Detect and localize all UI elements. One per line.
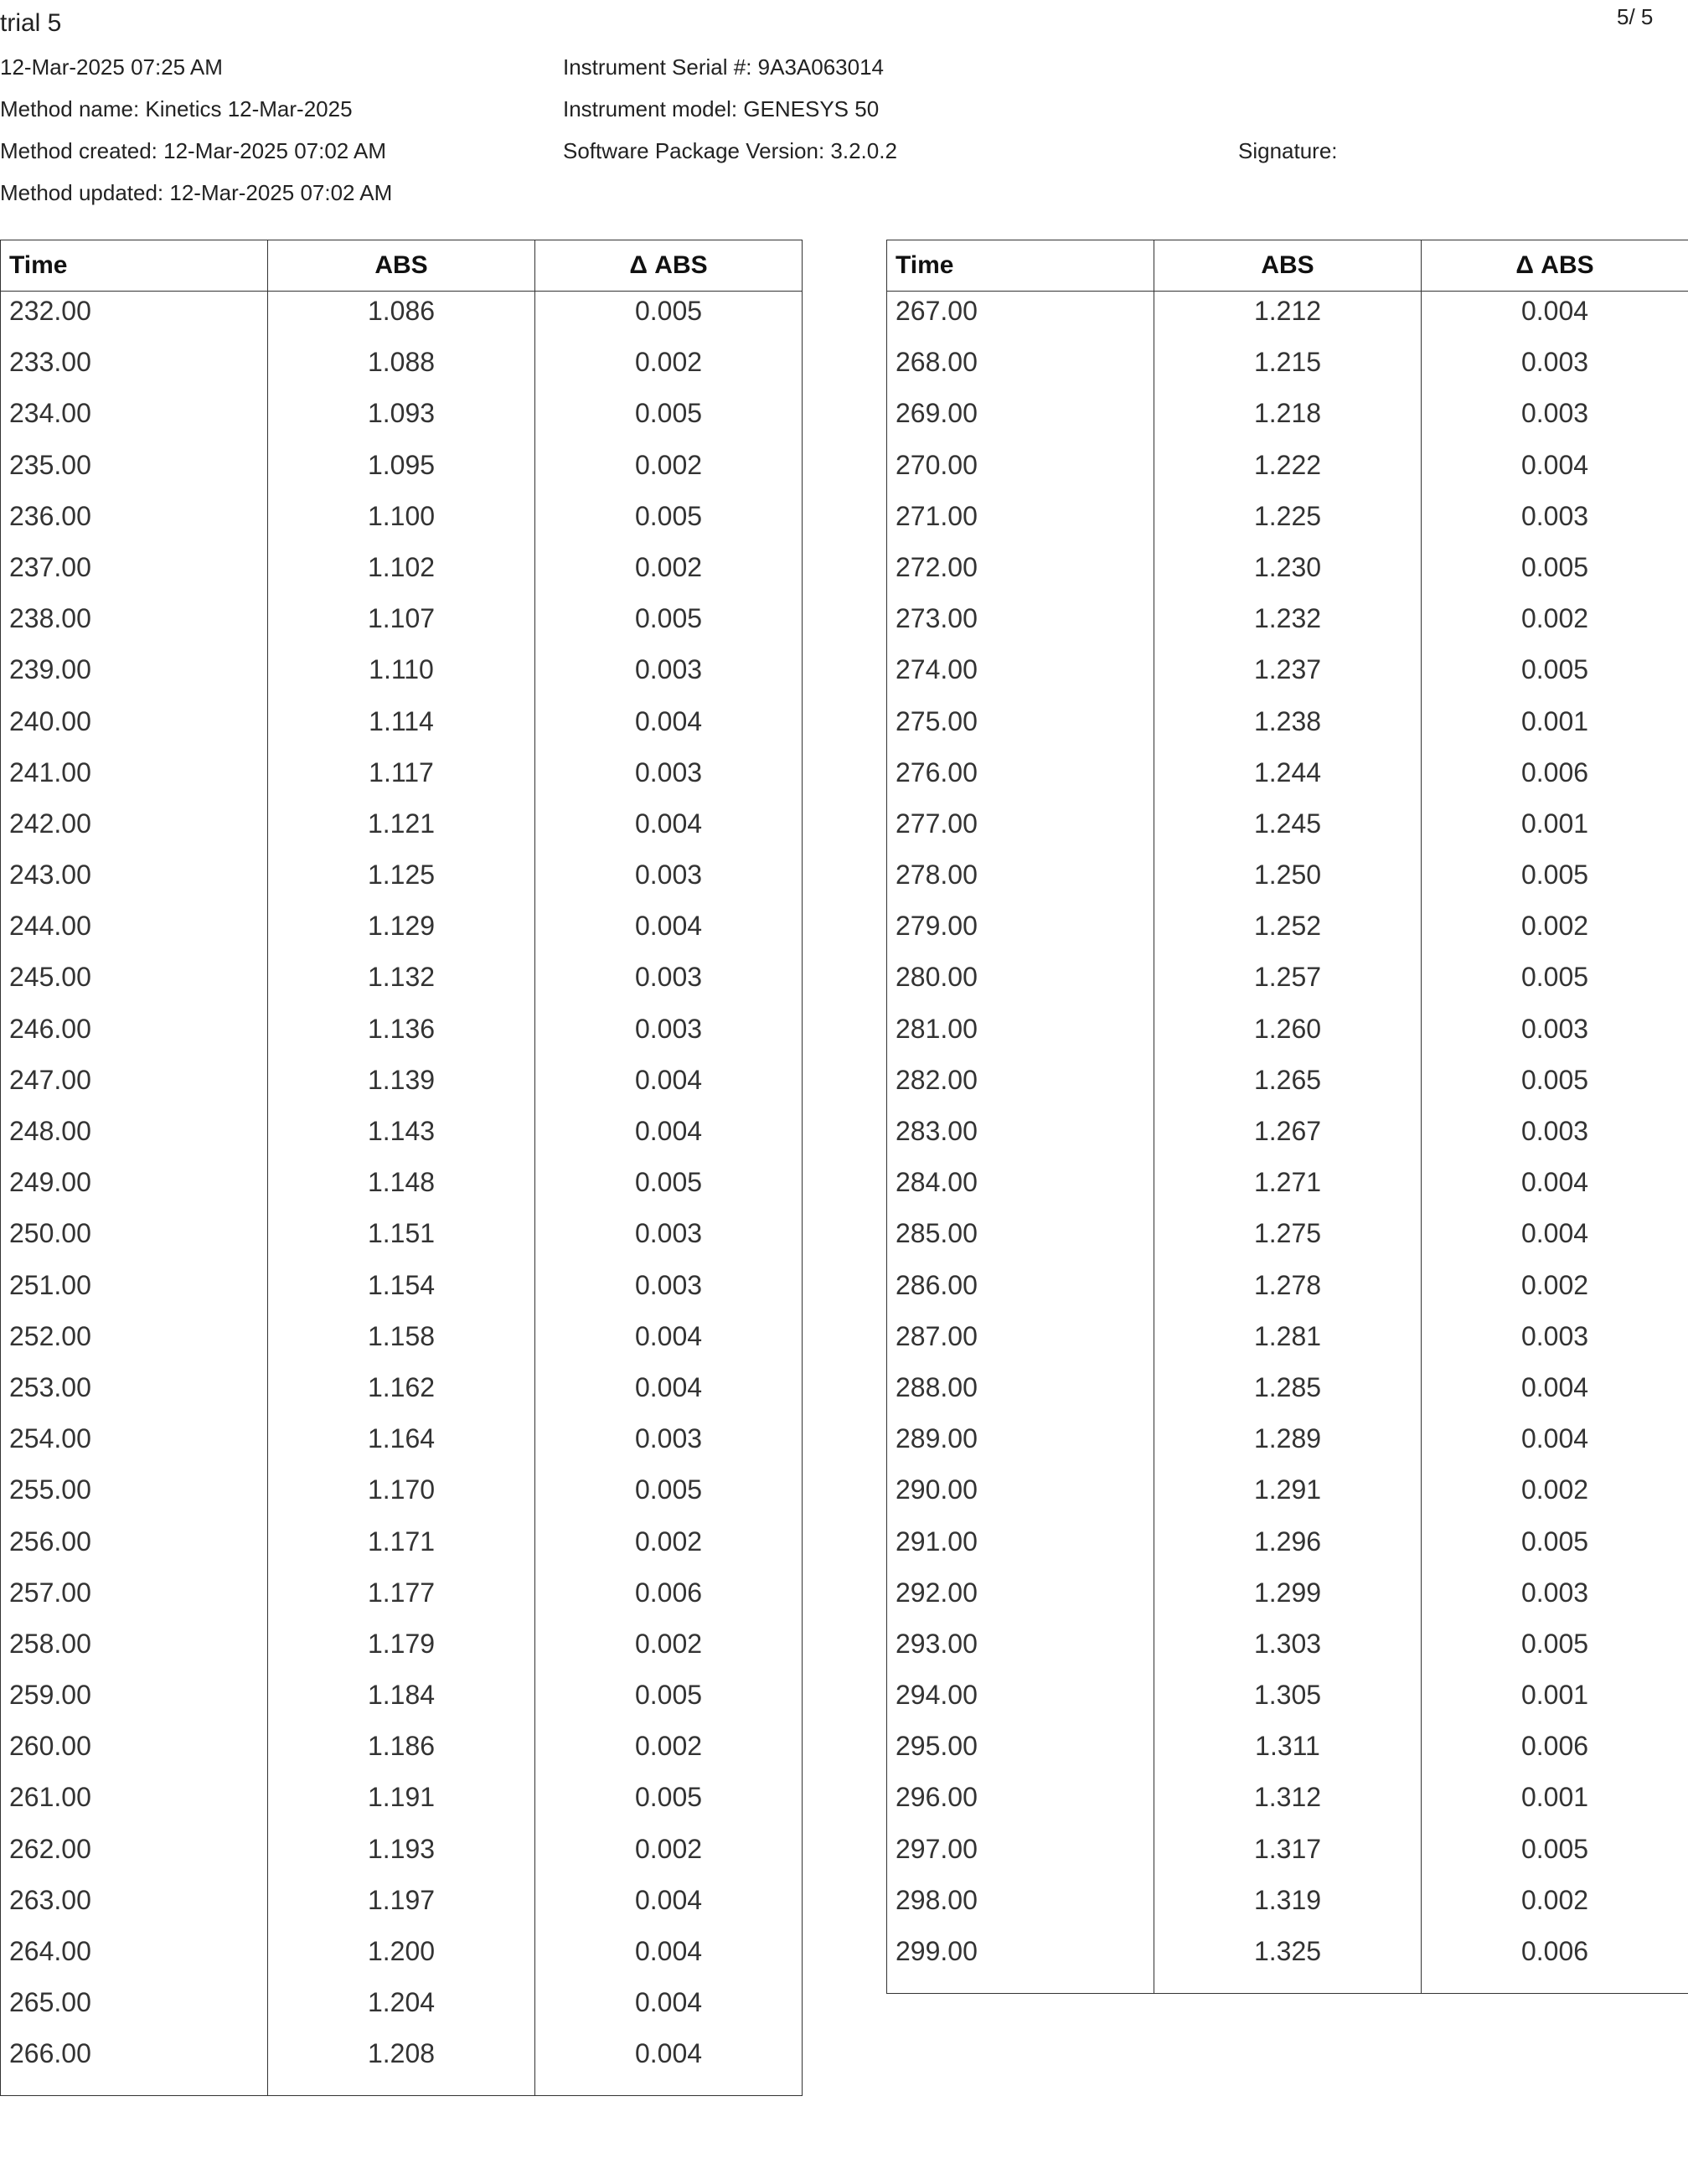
cell-delta-abs: 0.003 bbox=[1422, 1573, 1688, 1624]
method-created: Method created: 12-Mar-2025 07:02 AM bbox=[0, 138, 387, 163]
table-row bbox=[1, 1881, 803, 1932]
table-row bbox=[1, 1932, 803, 1983]
cell-delta-abs: 0.006 bbox=[1422, 753, 1688, 804]
cell-abs: 1.121 bbox=[268, 804, 535, 855]
table-row bbox=[1, 906, 803, 958]
cell-abs: 1.232 bbox=[1154, 599, 1422, 650]
cell-delta-abs: 0.004 bbox=[1422, 446, 1688, 497]
table-row bbox=[887, 599, 1688, 650]
cell-delta-abs: 0.003 bbox=[1422, 1009, 1688, 1061]
cell-time: 261.00 bbox=[1, 1778, 268, 1829]
cell-abs: 1.139 bbox=[268, 1061, 535, 1112]
cell-time: 242.00 bbox=[1, 804, 268, 855]
table-row bbox=[887, 1727, 1688, 1778]
cell-delta-abs: 0.003 bbox=[535, 753, 803, 804]
table-row bbox=[1, 343, 803, 394]
cell-delta-abs: 0.004 bbox=[1422, 1368, 1688, 1419]
cell-abs: 1.312 bbox=[1154, 1778, 1422, 1829]
cell-delta-abs: 0.005 bbox=[535, 599, 803, 650]
cell-time: 268.00 bbox=[887, 343, 1154, 394]
cell-time: 236.00 bbox=[1, 497, 268, 548]
table-row bbox=[887, 1214, 1688, 1265]
cell-delta-abs: 0.004 bbox=[1422, 1214, 1688, 1265]
cell-abs: 1.230 bbox=[1154, 548, 1422, 599]
cell-delta-abs: 0.002 bbox=[1422, 1470, 1688, 1521]
table-row bbox=[1, 1727, 803, 1778]
cell-delta-abs: 0.005 bbox=[1422, 855, 1688, 906]
cell-delta-abs: 0.004 bbox=[535, 1368, 803, 1419]
table-row bbox=[887, 906, 1688, 958]
cell-delta-abs: 0.006 bbox=[1422, 1932, 1688, 1994]
cell-time: 234.00 bbox=[1, 394, 268, 445]
table-row bbox=[1, 1675, 803, 1727]
cell-delta-abs: 0.005 bbox=[1422, 1522, 1688, 1573]
cell-time: 279.00 bbox=[887, 906, 1154, 958]
page-number: 5/ 5 bbox=[1617, 4, 1654, 29]
cell-delta-abs: 0.004 bbox=[535, 2034, 803, 2096]
cell-abs: 1.285 bbox=[1154, 1368, 1422, 1419]
cell-time: 281.00 bbox=[887, 1009, 1154, 1061]
cell-time: 232.00 bbox=[1, 292, 268, 343]
cell-delta-abs: 0.001 bbox=[1422, 1778, 1688, 1829]
table-row bbox=[887, 1112, 1688, 1163]
cell-delta-abs: 0.003 bbox=[535, 958, 803, 1009]
cell-abs: 1.184 bbox=[268, 1675, 535, 1727]
cell-abs: 1.265 bbox=[1154, 1061, 1422, 1112]
cell-delta-abs: 0.004 bbox=[535, 1881, 803, 1932]
table-row bbox=[887, 1830, 1688, 1881]
cell-abs: 1.204 bbox=[268, 1983, 535, 2034]
cell-time: 273.00 bbox=[887, 599, 1154, 650]
cell-abs: 1.250 bbox=[1154, 855, 1422, 906]
cell-time: 235.00 bbox=[1, 446, 268, 497]
cell-time: 283.00 bbox=[887, 1112, 1154, 1163]
table-row bbox=[1, 855, 803, 906]
cell-time: 249.00 bbox=[1, 1163, 268, 1214]
cell-delta-abs: 0.003 bbox=[535, 855, 803, 906]
cell-abs: 1.129 bbox=[268, 906, 535, 958]
cell-time: 251.00 bbox=[1, 1266, 268, 1317]
cell-abs: 1.267 bbox=[1154, 1112, 1422, 1163]
cell-time: 292.00 bbox=[887, 1573, 1154, 1624]
method-updated: Method updated: 12-Mar-2025 07:02 AM bbox=[0, 180, 393, 205]
table-row bbox=[887, 1778, 1688, 1829]
cell-delta-abs: 0.002 bbox=[1422, 1266, 1688, 1317]
cell-delta-abs: 0.004 bbox=[535, 1932, 803, 1983]
cell-time: 253.00 bbox=[1, 1368, 268, 1419]
cell-delta-abs: 0.002 bbox=[535, 1830, 803, 1881]
cell-delta-abs: 0.002 bbox=[1422, 1881, 1688, 1932]
cell-abs: 1.125 bbox=[268, 855, 535, 906]
cell-abs: 1.186 bbox=[268, 1727, 535, 1778]
cell-delta-abs: 0.005 bbox=[1422, 1061, 1688, 1112]
cell-abs: 1.281 bbox=[1154, 1317, 1422, 1368]
cell-abs: 1.237 bbox=[1154, 650, 1422, 701]
table-row bbox=[1, 1419, 803, 1470]
cell-delta-abs: 0.002 bbox=[535, 1522, 803, 1573]
table-row bbox=[887, 855, 1688, 906]
cell-delta-abs: 0.004 bbox=[1422, 1163, 1688, 1214]
cell-delta-abs: 0.003 bbox=[535, 1214, 803, 1265]
report-title: trial 5 bbox=[0, 9, 62, 37]
table-row bbox=[887, 1317, 1688, 1368]
cell-time: 237.00 bbox=[1, 548, 268, 599]
table-row bbox=[1, 1317, 803, 1368]
cell-abs: 1.200 bbox=[268, 1932, 535, 1983]
table-row bbox=[1, 1522, 803, 1573]
cell-delta-abs: 0.002 bbox=[535, 1727, 803, 1778]
cell-abs: 1.245 bbox=[1154, 804, 1422, 855]
table-row bbox=[1, 958, 803, 1009]
cell-abs: 1.215 bbox=[1154, 343, 1422, 394]
cell-time: 250.00 bbox=[1, 1214, 268, 1265]
table-row bbox=[887, 343, 1688, 394]
cell-time: 255.00 bbox=[1, 1470, 268, 1521]
cell-time: 274.00 bbox=[887, 650, 1154, 701]
cell-time: 288.00 bbox=[887, 1368, 1154, 1419]
cell-time: 244.00 bbox=[1, 906, 268, 958]
cell-abs: 1.193 bbox=[268, 1830, 535, 1881]
cell-abs: 1.311 bbox=[1154, 1727, 1422, 1778]
column-header-abs: ABS bbox=[268, 240, 535, 292]
cell-delta-abs: 0.005 bbox=[535, 1470, 803, 1521]
table-row bbox=[887, 1624, 1688, 1675]
cell-delta-abs: 0.003 bbox=[535, 1266, 803, 1317]
table-row bbox=[1, 446, 803, 497]
cell-time: 277.00 bbox=[887, 804, 1154, 855]
cell-delta-abs: 0.002 bbox=[535, 1624, 803, 1675]
cell-abs: 1.154 bbox=[268, 1266, 535, 1317]
left-data-table bbox=[0, 240, 803, 2096]
cell-delta-abs: 0.004 bbox=[535, 1112, 803, 1163]
table-row bbox=[887, 1419, 1688, 1470]
column-header-delta-abs: Δ ABS bbox=[1422, 240, 1688, 292]
cell-time: 264.00 bbox=[1, 1932, 268, 1983]
cell-delta-abs: 0.005 bbox=[535, 1163, 803, 1214]
cell-abs: 1.148 bbox=[268, 1163, 535, 1214]
table-row bbox=[1, 753, 803, 804]
cell-time: 298.00 bbox=[887, 1881, 1154, 1932]
table-row bbox=[1, 1163, 803, 1214]
table-row bbox=[1, 1983, 803, 2034]
cell-delta-abs: 0.004 bbox=[535, 1983, 803, 2034]
cell-abs: 1.197 bbox=[268, 1881, 535, 1932]
cell-delta-abs: 0.004 bbox=[535, 702, 803, 753]
right-data-table bbox=[886, 240, 1688, 1994]
cell-abs: 1.317 bbox=[1154, 1830, 1422, 1881]
cell-delta-abs: 0.004 bbox=[535, 906, 803, 958]
cell-abs: 1.107 bbox=[268, 599, 535, 650]
report-datetime: 12-Mar-2025 07:25 AM bbox=[0, 54, 223, 80]
cell-delta-abs: 0.003 bbox=[535, 650, 803, 701]
cell-abs: 1.110 bbox=[268, 650, 535, 701]
cell-time: 291.00 bbox=[887, 1522, 1154, 1573]
table-row bbox=[887, 650, 1688, 701]
table-row bbox=[887, 1163, 1688, 1214]
cell-abs: 1.117 bbox=[268, 753, 535, 804]
cell-delta-abs: 0.006 bbox=[535, 1573, 803, 1624]
cell-delta-abs: 0.004 bbox=[1422, 292, 1688, 343]
cell-time: 293.00 bbox=[887, 1624, 1154, 1675]
cell-abs: 1.257 bbox=[1154, 958, 1422, 1009]
table-row bbox=[887, 804, 1688, 855]
table-row bbox=[1, 2034, 803, 2096]
method-name: Method name: Kinetics 12-Mar-2025 bbox=[0, 96, 353, 121]
cell-abs: 1.212 bbox=[1154, 292, 1422, 343]
cell-abs: 1.319 bbox=[1154, 1881, 1422, 1932]
cell-delta-abs: 0.005 bbox=[1422, 1624, 1688, 1675]
table-row bbox=[887, 394, 1688, 445]
cell-abs: 1.136 bbox=[268, 1009, 535, 1061]
cell-time: 271.00 bbox=[887, 497, 1154, 548]
table-row bbox=[887, 958, 1688, 1009]
cell-delta-abs: 0.001 bbox=[1422, 1675, 1688, 1727]
cell-abs: 1.289 bbox=[1154, 1419, 1422, 1470]
table-row bbox=[1, 1214, 803, 1265]
cell-abs: 1.296 bbox=[1154, 1522, 1422, 1573]
table-row bbox=[887, 1675, 1688, 1727]
table-row bbox=[887, 292, 1688, 343]
cell-time: 296.00 bbox=[887, 1778, 1154, 1829]
cell-abs: 1.102 bbox=[268, 548, 535, 599]
cell-delta-abs: 0.001 bbox=[1422, 804, 1688, 855]
cell-time: 245.00 bbox=[1, 958, 268, 1009]
cell-time: 284.00 bbox=[887, 1163, 1154, 1214]
cell-delta-abs: 0.005 bbox=[535, 394, 803, 445]
cell-abs: 1.222 bbox=[1154, 446, 1422, 497]
table-row bbox=[1, 599, 803, 650]
cell-time: 238.00 bbox=[1, 599, 268, 650]
table-row bbox=[887, 1881, 1688, 1932]
cell-delta-abs: 0.002 bbox=[1422, 906, 1688, 958]
cell-abs: 1.191 bbox=[268, 1778, 535, 1829]
cell-time: 297.00 bbox=[887, 1830, 1154, 1881]
cell-delta-abs: 0.005 bbox=[1422, 548, 1688, 599]
table-row bbox=[1, 1266, 803, 1317]
instrument-serial: Instrument Serial #: 9A3A063014 bbox=[563, 54, 885, 80]
cell-abs: 1.143 bbox=[268, 1112, 535, 1163]
cell-delta-abs: 0.005 bbox=[1422, 650, 1688, 701]
cell-abs: 1.303 bbox=[1154, 1624, 1422, 1675]
cell-abs: 1.162 bbox=[268, 1368, 535, 1419]
cell-time: 269.00 bbox=[887, 394, 1154, 445]
cell-time: 272.00 bbox=[887, 548, 1154, 599]
cell-time: 280.00 bbox=[887, 958, 1154, 1009]
cell-delta-abs: 0.004 bbox=[535, 804, 803, 855]
cell-time: 290.00 bbox=[887, 1470, 1154, 1521]
cell-abs: 1.244 bbox=[1154, 753, 1422, 804]
cell-time: 240.00 bbox=[1, 702, 268, 753]
table-row bbox=[887, 1368, 1688, 1419]
cell-abs: 1.225 bbox=[1154, 497, 1422, 548]
table-row bbox=[887, 1573, 1688, 1624]
column-header-time: Time bbox=[1, 240, 268, 292]
cell-delta-abs: 0.005 bbox=[535, 1675, 803, 1727]
cell-time: 267.00 bbox=[887, 292, 1154, 343]
table-row bbox=[1, 1112, 803, 1163]
table-row bbox=[1, 548, 803, 599]
cell-abs: 1.278 bbox=[1154, 1266, 1422, 1317]
table-row bbox=[887, 702, 1688, 753]
cell-abs: 1.218 bbox=[1154, 394, 1422, 445]
cell-delta-abs: 0.003 bbox=[535, 1009, 803, 1061]
cell-delta-abs: 0.005 bbox=[1422, 958, 1688, 1009]
cell-time: 256.00 bbox=[1, 1522, 268, 1573]
cell-delta-abs: 0.002 bbox=[535, 446, 803, 497]
cell-time: 278.00 bbox=[887, 855, 1154, 906]
table-row bbox=[1, 394, 803, 445]
cell-time: 258.00 bbox=[1, 1624, 268, 1675]
column-header-time: Time bbox=[887, 240, 1154, 292]
cell-time: 239.00 bbox=[1, 650, 268, 701]
cell-delta-abs: 0.005 bbox=[535, 1778, 803, 1829]
cell-delta-abs: 0.004 bbox=[535, 1061, 803, 1112]
cell-time: 260.00 bbox=[1, 1727, 268, 1778]
signature-label: Signature: bbox=[1238, 138, 1338, 163]
table-row bbox=[1, 292, 803, 343]
cell-abs: 1.151 bbox=[268, 1214, 535, 1265]
cell-delta-abs: 0.002 bbox=[535, 343, 803, 394]
cell-time: 257.00 bbox=[1, 1573, 268, 1624]
instrument-model: Instrument model: GENESYS 50 bbox=[563, 96, 880, 121]
cell-time: 259.00 bbox=[1, 1675, 268, 1727]
cell-delta-abs: 0.005 bbox=[535, 292, 803, 343]
cell-time: 286.00 bbox=[887, 1266, 1154, 1317]
cell-abs: 1.271 bbox=[1154, 1163, 1422, 1214]
cell-delta-abs: 0.003 bbox=[535, 1419, 803, 1470]
table-row bbox=[1, 804, 803, 855]
cell-abs: 1.299 bbox=[1154, 1573, 1422, 1624]
cell-delta-abs: 0.005 bbox=[1422, 1830, 1688, 1881]
cell-abs: 1.305 bbox=[1154, 1675, 1422, 1727]
cell-time: 285.00 bbox=[887, 1214, 1154, 1265]
cell-time: 299.00 bbox=[887, 1932, 1154, 1994]
table-row bbox=[1, 1061, 803, 1112]
cell-abs: 1.208 bbox=[268, 2034, 535, 2096]
cell-abs: 1.291 bbox=[1154, 1470, 1422, 1521]
table-row bbox=[887, 1522, 1688, 1573]
cell-time: 295.00 bbox=[887, 1727, 1154, 1778]
table-row bbox=[1, 1368, 803, 1419]
cell-delta-abs: 0.003 bbox=[1422, 1112, 1688, 1163]
cell-time: 252.00 bbox=[1, 1317, 268, 1368]
cell-abs: 1.086 bbox=[268, 292, 535, 343]
table-row bbox=[1, 1470, 803, 1521]
cell-abs: 1.179 bbox=[268, 1624, 535, 1675]
cell-abs: 1.275 bbox=[1154, 1214, 1422, 1265]
cell-abs: 1.238 bbox=[1154, 702, 1422, 753]
table-row bbox=[1, 1009, 803, 1061]
table-row bbox=[1, 1778, 803, 1829]
cell-time: 289.00 bbox=[887, 1419, 1154, 1470]
cell-time: 275.00 bbox=[887, 702, 1154, 753]
table-row bbox=[887, 1009, 1688, 1061]
cell-delta-abs: 0.003 bbox=[1422, 343, 1688, 394]
cell-time: 241.00 bbox=[1, 753, 268, 804]
cell-abs: 1.132 bbox=[268, 958, 535, 1009]
cell-time: 246.00 bbox=[1, 1009, 268, 1061]
cell-abs: 1.164 bbox=[268, 1419, 535, 1470]
cell-abs: 1.088 bbox=[268, 343, 535, 394]
cell-abs: 1.095 bbox=[268, 446, 535, 497]
cell-time: 254.00 bbox=[1, 1419, 268, 1470]
cell-time: 294.00 bbox=[887, 1675, 1154, 1727]
cell-delta-abs: 0.004 bbox=[535, 1317, 803, 1368]
cell-delta-abs: 0.003 bbox=[1422, 394, 1688, 445]
cell-time: 282.00 bbox=[887, 1061, 1154, 1112]
cell-time: 270.00 bbox=[887, 446, 1154, 497]
cell-time: 233.00 bbox=[1, 343, 268, 394]
cell-abs: 1.170 bbox=[268, 1470, 535, 1521]
table-row bbox=[887, 1061, 1688, 1112]
cell-delta-abs: 0.006 bbox=[1422, 1727, 1688, 1778]
table-row bbox=[1, 497, 803, 548]
table-row bbox=[1, 702, 803, 753]
column-header-abs: ABS bbox=[1154, 240, 1422, 292]
table-row bbox=[887, 497, 1688, 548]
cell-abs: 1.100 bbox=[268, 497, 535, 548]
cell-time: 248.00 bbox=[1, 1112, 268, 1163]
table-row bbox=[887, 753, 1688, 804]
table-row bbox=[887, 446, 1688, 497]
table-row bbox=[1, 1573, 803, 1624]
cell-delta-abs: 0.005 bbox=[535, 497, 803, 548]
table-row bbox=[1, 650, 803, 701]
cell-time: 263.00 bbox=[1, 1881, 268, 1932]
cell-abs: 1.093 bbox=[268, 394, 535, 445]
cell-time: 265.00 bbox=[1, 1983, 268, 2034]
table-header-row bbox=[887, 240, 1688, 292]
cell-delta-abs: 0.003 bbox=[1422, 497, 1688, 548]
table-row bbox=[887, 1470, 1688, 1521]
cell-delta-abs: 0.002 bbox=[1422, 599, 1688, 650]
table-row bbox=[1, 1624, 803, 1675]
cell-delta-abs: 0.003 bbox=[1422, 1317, 1688, 1368]
software-version: Software Package Version: 3.2.0.2 bbox=[563, 138, 897, 163]
column-header-delta-abs: Δ ABS bbox=[535, 240, 803, 292]
cell-abs: 1.260 bbox=[1154, 1009, 1422, 1061]
cell-time: 276.00 bbox=[887, 753, 1154, 804]
cell-abs: 1.252 bbox=[1154, 906, 1422, 958]
table-header-row bbox=[1, 240, 803, 292]
table-row bbox=[887, 1266, 1688, 1317]
cell-delta-abs: 0.002 bbox=[535, 548, 803, 599]
cell-time: 243.00 bbox=[1, 855, 268, 906]
cell-abs: 1.158 bbox=[268, 1317, 535, 1368]
cell-abs: 1.171 bbox=[268, 1522, 535, 1573]
cell-time: 287.00 bbox=[887, 1317, 1154, 1368]
cell-time: 262.00 bbox=[1, 1830, 268, 1881]
cell-delta-abs: 0.004 bbox=[1422, 1419, 1688, 1470]
cell-abs: 1.114 bbox=[268, 702, 535, 753]
cell-abs: 1.177 bbox=[268, 1573, 535, 1624]
cell-delta-abs: 0.001 bbox=[1422, 702, 1688, 753]
table-row bbox=[887, 1932, 1688, 1994]
table-row bbox=[887, 548, 1688, 599]
cell-time: 247.00 bbox=[1, 1061, 268, 1112]
cell-time: 266.00 bbox=[1, 2034, 268, 2096]
table-row bbox=[1, 1830, 803, 1881]
cell-abs: 1.325 bbox=[1154, 1932, 1422, 1994]
